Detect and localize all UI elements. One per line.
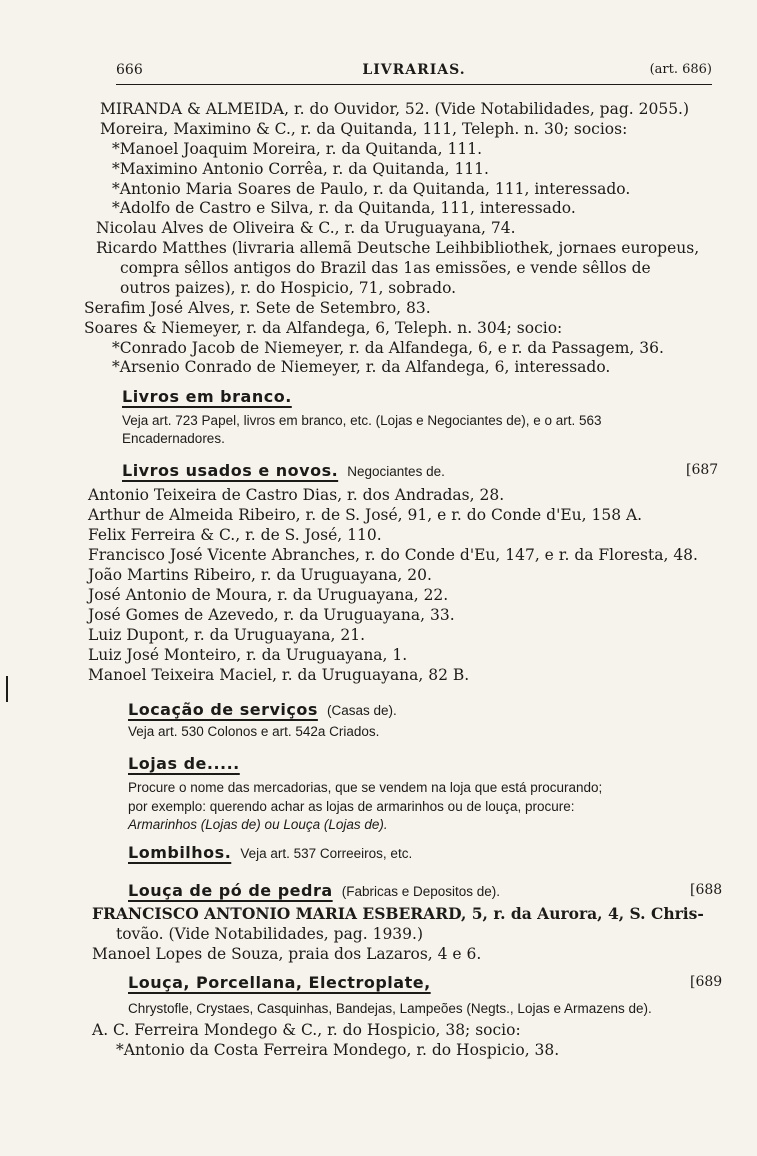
entry-line: Veja art. 723 Papel, livros em branco, etc. (Lojas e Negociantes de), e o art. 563 [122,413,602,428]
entry-line: outros paizes), r. do Hospicio, 71, sobrado. [120,279,457,297]
entry-line: Chrystofle, Crystaes, Casquinhas, Bandejas, Lampeões (Negts., Lojas e Armazens de). [128,1001,652,1016]
page-title: LIVRARIAS. [362,62,466,78]
entry-line: *Antonio da Costa Ferreira Mondego, r. do Hospicio, 38. [116,1041,560,1059]
page-number: 666 [116,62,143,78]
section-heading [128,699,397,722]
article-number: [687 [686,462,719,478]
section-title: Louça de pó de pedra [128,881,333,900]
entry-line: Armarinhos (Lojas de) ou Louça (Lojas de). [128,817,388,832]
section-title: Livros usados e novos. [122,461,339,480]
article-number: [689 [690,974,723,990]
entry-line: Manoel Teixeira Maciel, r. da Uruguayana, 82 B. [88,666,470,684]
entry-line: Francisco José Vicente Abranches, r. do Conde d'Eu, 147, e r. da Floresta, 48. [88,546,698,564]
entry-line: por exemplo: querendo achar as lojas de armarinhos ou de louça, procure: [128,799,575,814]
entry-line: Procure o nome das mercadorias, que se vendem na loja que está procurando; [128,780,603,795]
entry-line: José Gomes de Azevedo, r. da Uruguayana, 33. [88,606,455,624]
section-heading [128,972,431,994]
entry-line: Soares & Niemeyer, r. da Alfandega, 6, Teleph. n. 304; socio: [84,319,563,337]
entry-line: FRANCISCO ANTONIO MARIA ESBERARD, 5, r. da Aurora, 4, S. Chris- [92,904,704,923]
entry-line: Arthur de Almeida Ribeiro, r. de S. José, 91, e r. do Conde d'Eu, 158 A. [88,506,643,524]
article-number: [688 [690,882,723,898]
entry-line: José Antonio de Moura, r. da Uruguayana, 22. [88,586,449,604]
entry-line: Manoel Lopes de Souza, praia dos Lazaros, 4 e 6. [92,945,482,963]
entry-line: Ricardo Matthes (livraria allemã Deutsche Leihbibliothek, jornaes europeus, [96,239,700,257]
section-subtitle: Negociantes de. [347,464,445,479]
entry-line: João Martins Ribeiro, r. da Uruguayana, 20. [88,566,432,584]
entry-line: Nicolau Alves de Oliveira & C., r. da Uruguayana, 74. [96,219,516,237]
section-subtitle: (Fabricas e Depositos de). [341,884,501,899]
entry-line: *Antonio Maria Soares de Paulo, r. da Quitanda, 111, interessado. [112,180,631,198]
entry-line: tovão. (Vide Notabilidades, pag. 1939.) [116,925,424,943]
entry-line: *Adolfo de Castro e Silva, r. da Quitanda, 111, interessado. [112,199,576,217]
entry-line: *Conrado Jacob de Niemeyer, r. da Alfandega, 6, e r. da Passagem, 36. [112,339,664,357]
entry-line: *Arsenio Conrado de Niemeyer, r. da Alfandega, 6, interessado. [112,358,611,376]
section-title: Lojas de..... [128,754,240,773]
header-rule [116,84,712,85]
section-title: Louça, Porcellana, Electroplate, [128,973,431,992]
entry-line: Serafim José Alves, r. Sete de Setembro, 83. [84,299,431,317]
section-title: Locação de serviços [128,700,318,719]
section-heading [128,842,412,865]
section-heading [122,386,292,408]
section-subtitle: Veja art. 537 Correeiros, etc. [240,846,413,861]
entry-line: compra sêllos antigos do Brazil das 1as emissões, e vende sêllos de [120,259,651,277]
section-heading [128,880,500,903]
margin-mark [6,676,8,702]
running-header [116,62,712,82]
entry-line: MIRANDA & ALMEIDA, r. do Ouvidor, 52. (Vide Notabilidades, pag. 2055.) [100,100,690,118]
entry-line: Moreira, Maximino & C., r. da Quitanda, 111, Teleph. n. 30; socios: [100,120,628,138]
entry-line: A. C. Ferreira Mondego & C., r. do Hospicio, 38; socio: [92,1021,521,1039]
section-heading [128,753,240,775]
section-title: Livros em branco. [122,387,292,406]
entry-line: Encadernadores. [122,431,225,446]
entry-line: *Manoel Joaquim Moreira, r. da Quitanda, 111. [112,140,483,158]
entry-line: *Maximino Antonio Corrêa, r. da Quitanda, 111. [112,160,489,178]
section-heading [122,460,445,483]
entry-line: Felix Ferreira & C., r. de S. José, 110. [88,526,382,544]
entry-line: Luiz Dupont, r. da Uruguayana, 21. [88,626,366,644]
entry-line: Veja art. 530 Colonos e art. 542a Criados. [128,724,380,739]
entry-line: Antonio Teixeira de Castro Dias, r. dos Andradas, 28. [88,486,505,504]
article-reference: (art. 686) [649,62,712,77]
entry-line: Luiz José Monteiro, r. da Uruguayana, 1. [88,646,408,664]
section-title: Lombilhos. [128,843,232,862]
section-subtitle: (Casas de). [326,703,397,718]
